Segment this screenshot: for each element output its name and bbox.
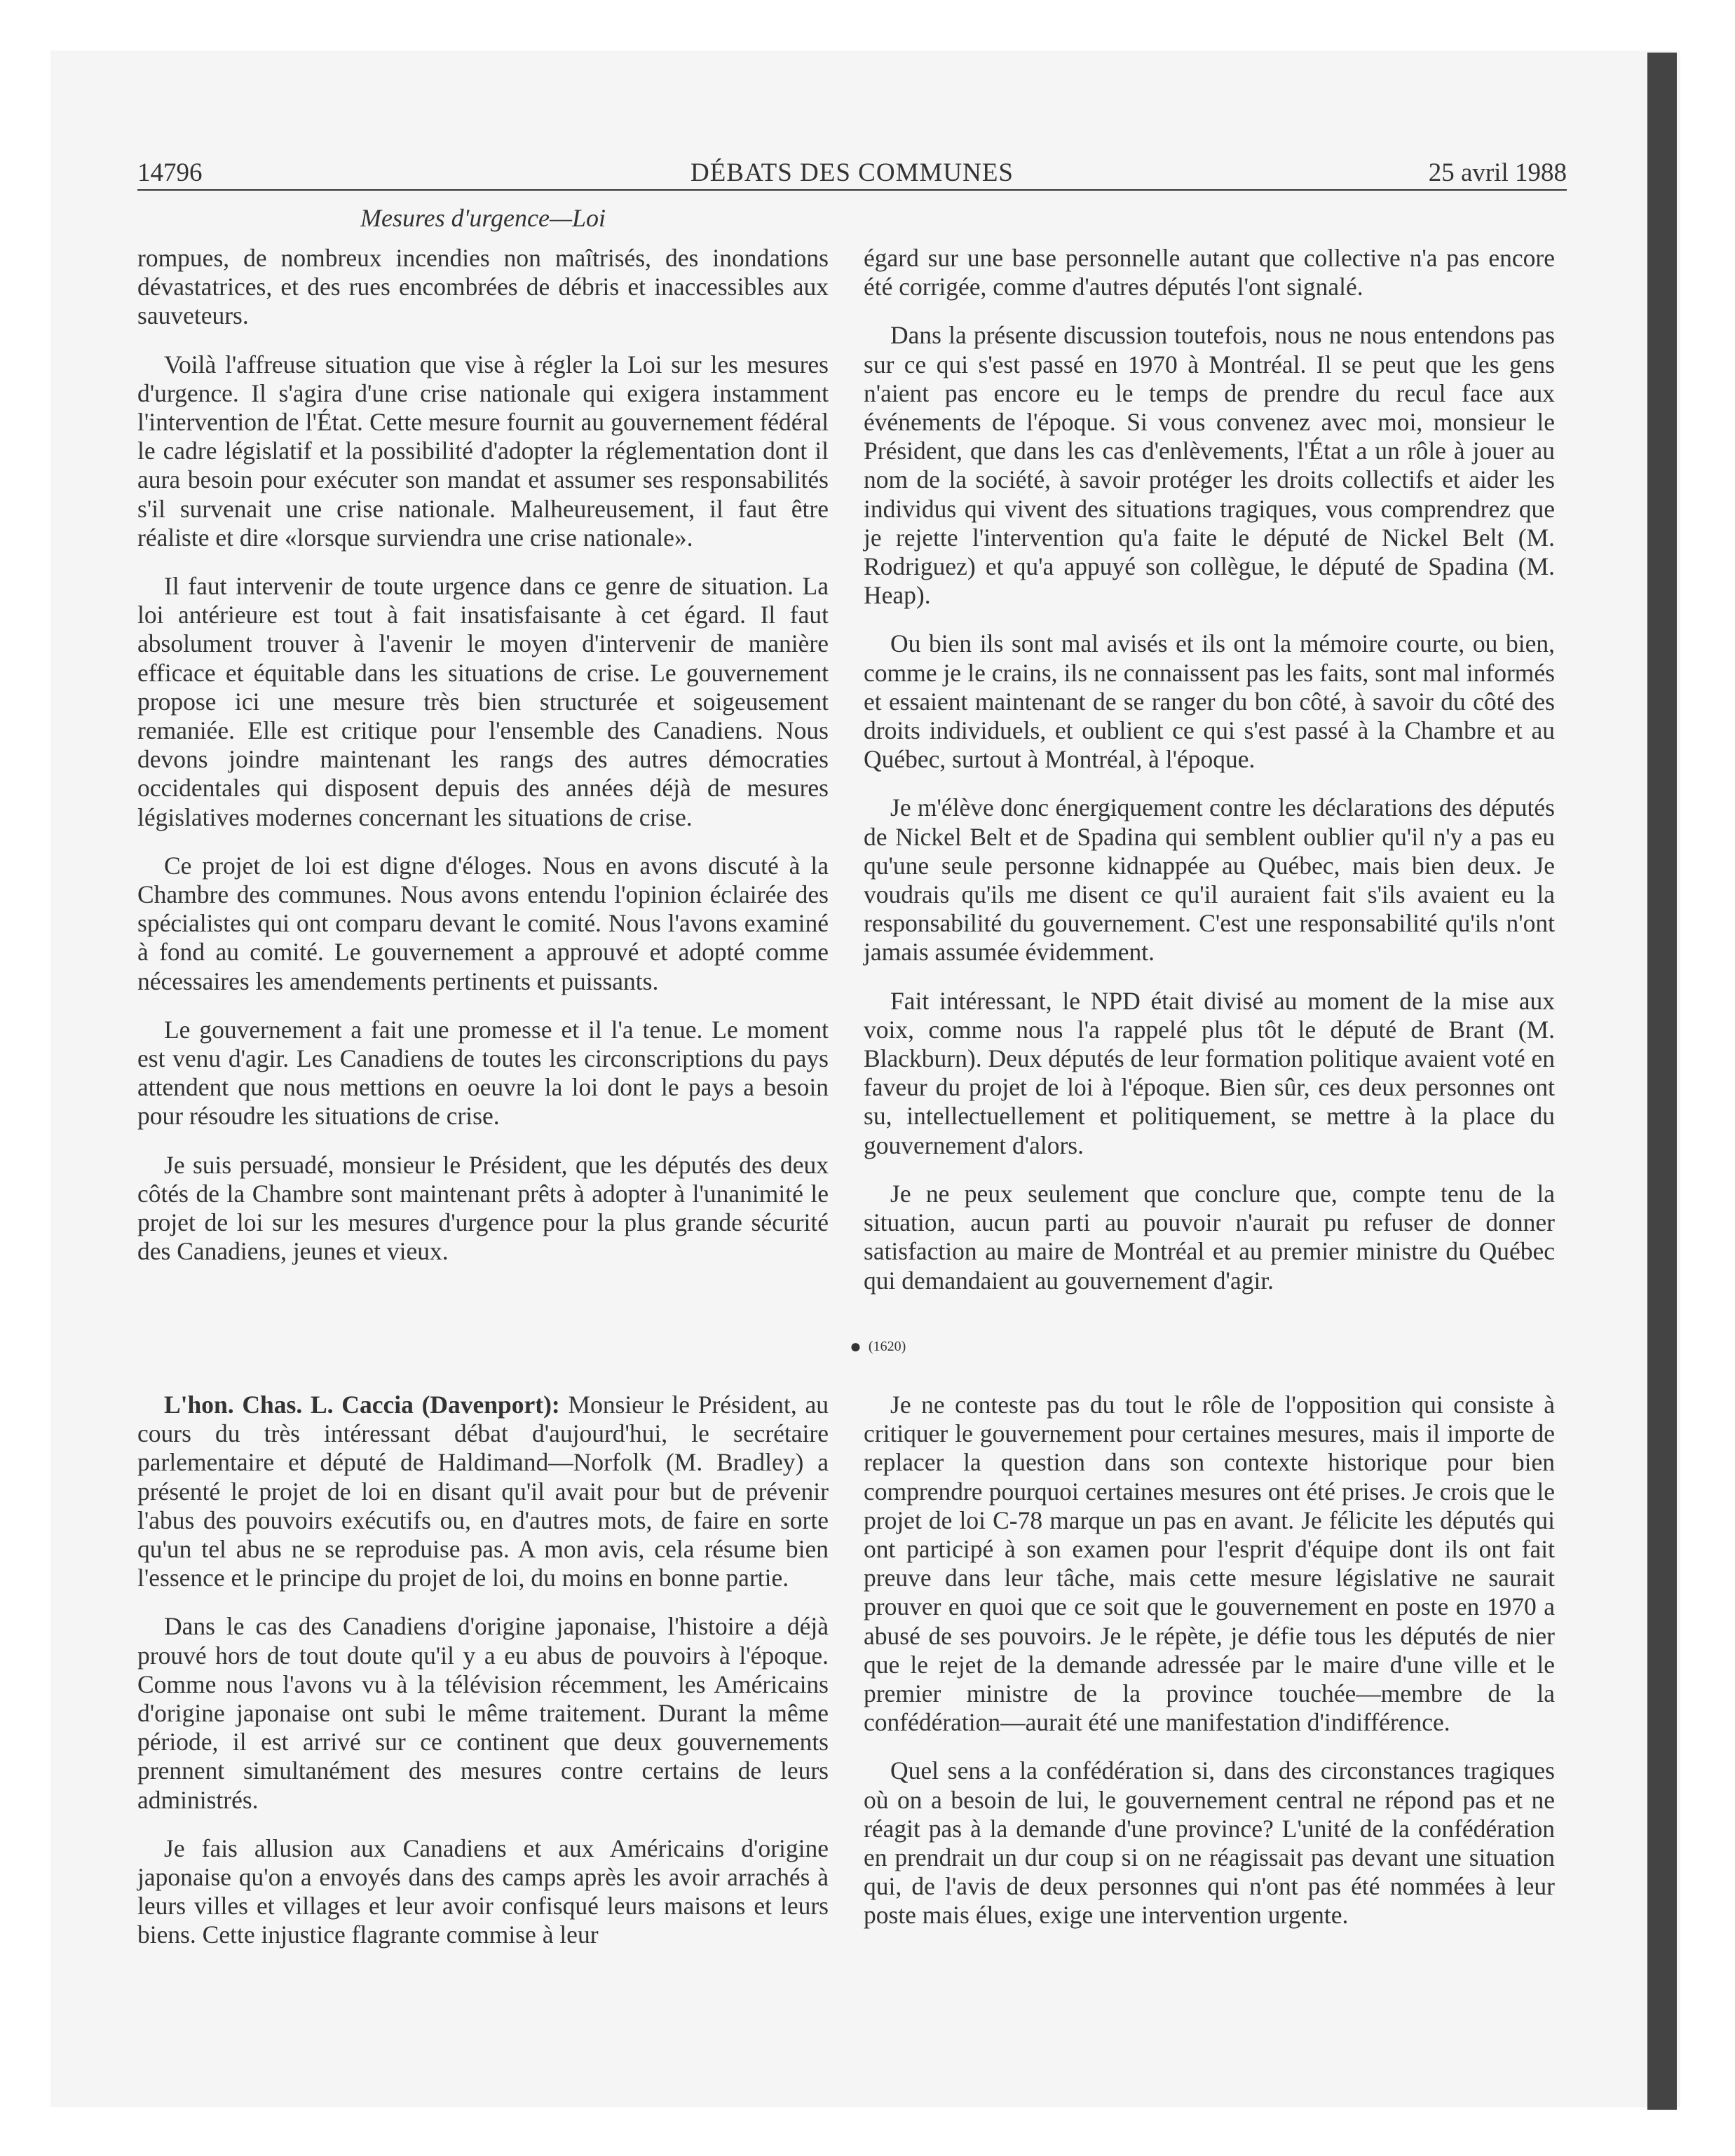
speaker-text: Monsieur le Président, au cours du très intéressant débat d'aujourd'hui, le secrétaire parlementaire et député de Haldimand—Norfolk (M. Bradley) a présenté le projet de loi en disant qu'il avait pour but de prévenir l'abus des pouvoirs exécutifs ou, en d'autres mots, de faire en sorte qu'un tel abus ne se reproduise pas. A mon avis, cela résume bien l'essence et le principe du projet de loi, du moins en bonne partie. — [137, 1391, 829, 1592]
paragraph: Il faut intervenir de toute urgence dans ce genre de situation. La loi antérieure est tout à fait insatisfaisante à cet égard. Il faut absolument trouver à l'avenir le moyen d'intervenir de manière efficace et équitable dans les situations de crise. Le gouvernement propose ici une mesure très bien structurée et soigeusement remaniée. Elle est critique pour l'ensemble des Canadiens. Nous devons joindre maintenant les rangs des autres démocraties occidentales qui disposent depuis des années déjà de mesures législatives modernes concernant les situations de crise. — [137, 572, 829, 831]
paragraph: Fait intéressant, le NPD était divisé au moment de la mise aux voix, comme nous l'a rappelé plus tôt le député de Brant (M. Blackburn). Deux députés de leur formation politique avaient voté en faveur du projet de loi à l'époque. Bien sûr, ces deux personnes ont su, intellectuellement et politiquement, se mettre à la place du gouvernement d'alors. — [864, 986, 1555, 1159]
column-right-top — [864, 244, 1555, 1315]
paragraph: Je m'élève donc énergiquement contre les déclarations des députés de Nickel Belt et de Spadina qui semblent oublier qu'il n'y a pas eu qu'une seule personne kidnappée au Québec, mais bien deux. Je voudrais qu'ils me disent ce qu'il auraient fait s'ils avaient eu la responsabilité du gouvernement. C'est une responsabilité qu'ils n'ont jamais assumée évidemment. — [864, 793, 1555, 967]
paragraph: Ou bien ils sont mal avisés et ils ont la mémoire courte, ou bien, comme je le crains, ils ne connaissent pas les faits, sont mal informés et essaient maintenant de se ranger du bon côté, à savoir du côté des droits individuels, et oublient ce qui s'est passé à la Chambre et au Québec, surtout à Montréal, à l'époque. — [864, 629, 1555, 774]
column-left-bottom — [137, 1391, 829, 1970]
section-title: Mesures d'urgence—Loi — [360, 204, 606, 232]
paragraph: rompues, de nombreux incendies non maîtrisés, des inondations dévastatrices, et des rues encombrées de débris et inaccessibles aux sauveteurs. — [137, 244, 829, 330]
paragraph: Ce projet de loi est digne d'éloges. Nous en avons discuté à la Chambre des communes. Nous avons entendu l'opinion éclairée des spécialistes qui ont comparu devant le comité. Nous l'avons examiné à fond au comité. Le gouvernement a approuvé et adopté comme nécessaires les amendements pertinents et puissants. — [137, 851, 829, 995]
paragraph: Dans la présente discussion toutefois, nous ne nous entendons pas sur ce qui s'est passé en 1970 à Montréal. Il se peut que les gens n'aient pas encore eu le temps de prendre du recul face aux événements de l'époque. Si vous convenez avec moi, monsieur le Président, que dans les cas d'enlèvements, l'État a un rôle à jouer au nom de la société, à savoir protéger les droits collectifs et aider les individus qui vivent des situations tragiques, vous comprendrez que je rejette l'intervention qu'a faite le député de Nickel Belt (M. Rodriguez) et qu'a appuyé son collègue, le député de Spadina (M. Heap). — [864, 321, 1555, 610]
paragraph: Voilà l'affreuse situation que vise à régler la Loi sur les mesures d'urgence. Il s'agira d'une crise nationale qui exigera instamment l'intervention de l'État. Cette mesure fournit au gouvernement fédéral le cadre législatif et la possibilité d'adopter la réglementation dont il aura besoin pour exécuter son mandat et assumer ses responsabilités s'il survenait une crise nationale. Malheureusement, il faut être réaliste et dire «lorsque surviendra une crise nationale». — [137, 350, 829, 552]
paragraph: Je suis persuadé, monsieur le Président, que les députés des deux côtés de la Chambre sont maintenant prêts à adopter à l'unanimité le projet de loi sur les mesures d'urgence pour la plus grande sécurité des Canadiens, jeunes et vieux. — [137, 1150, 829, 1266]
column-right-bottom — [864, 1391, 1555, 1950]
speaker-name: L'hon. Chas. L. Caccia (Davenport): — [164, 1391, 560, 1419]
time-marker: ● (1620) — [850, 1336, 906, 1358]
paragraph: Je ne peux seulement que conclure que, compte tenu de la situation, aucun parti au pouvoir n'aurait pu refuser de donner satisfaction au maire de Montréal et au premier ministre du Québec qui demandaient au gouvernement d'agir. — [864, 1179, 1555, 1295]
running-head — [137, 157, 1567, 191]
paragraph: égard sur une base personnelle autant que collective n'a pas encore été corrigée, comme d'autres députés l'ont signalé. — [864, 244, 1555, 301]
paragraph: Quel sens a la confédération si, dans des circonstances tragiques où on a besoin de lui, le gouvernement central ne répond pas et ne réagit pas à la demande d'une province? L'unité de la confédération en prendrait un dur coup si on ne réagissait pas devant une situation qui, de l'avis de deux personnes qui n'ont pas été nommées à leur poste mais élues, exige une intervention urgente. — [864, 1756, 1555, 1930]
paragraph: Le gouvernement a fait une promesse et il l'a tenue. Le moment est venu d'agir. Les Canadiens de toutes les circonscriptions du pays attendent que nous mettions en oeuvre la loi dont le pays a besoin pour résoudre les situations de crise. — [137, 1015, 829, 1131]
paragraph: Dans le cas des Canadiens d'origine japonaise, l'histoire a déjà prouvé hors de tout doute qu'il y a eu abus de pouvoirs à l'époque. Comme nous l'avons vu à la télévision récemment, les Américains d'origine japonaise ont subi le même traitement. Durant la même période, il est arrivé sur ce continent que deux gouvernements prennent simultanément des mesures contre certains de leurs administrés. — [137, 1612, 829, 1814]
paragraph: Je ne conteste pas du tout le rôle de l'opposition qui consiste à critiquer le gouvernement pour certaines mesures, mais il importe de replacer la question dans son contexte historique pour bien comprendre pourquoi certaines mesures ont été prises. Je crois que le projet de loi C-78 marque un pas en avant. Je félicite les députés qui ont participé à son examen pour l'esprit d'équipe dont ils ont fait preuve dans leur tâche, mais cette mesure législative ne saurait prouver en quoi que ce soit que le gouvernement en poste en 1970 a abusé de ses pouvoirs. Je le répète, je défie tous les députés de nier que le rejet de la demande adressée par le maire d'une ville et le premier ministre de la province touchée—membre de la confédération—aurait été une manifestation d'indifférence. — [864, 1391, 1555, 1737]
page-number: 14796 — [137, 158, 203, 187]
publication-title: DÉBATS DES COMMUNES — [690, 158, 1014, 187]
speaker-paragraph — [137, 1391, 829, 1592]
scan-edge-bar — [1647, 53, 1677, 2110]
bullet-icon: ● — [850, 1336, 862, 1358]
paragraph: Je fais allusion aux Canadiens et aux Américains d'origine japonaise qu'on a envoyés dans des camps après les avoir arrachés à leurs villes et villages et leur avoir confisqué leurs maisons et leurs biens. Cette injustice flagrante commise à leur — [137, 1834, 829, 1949]
page-date: 25 avril 1988 — [1428, 158, 1567, 187]
column-left-top — [137, 244, 829, 1286]
